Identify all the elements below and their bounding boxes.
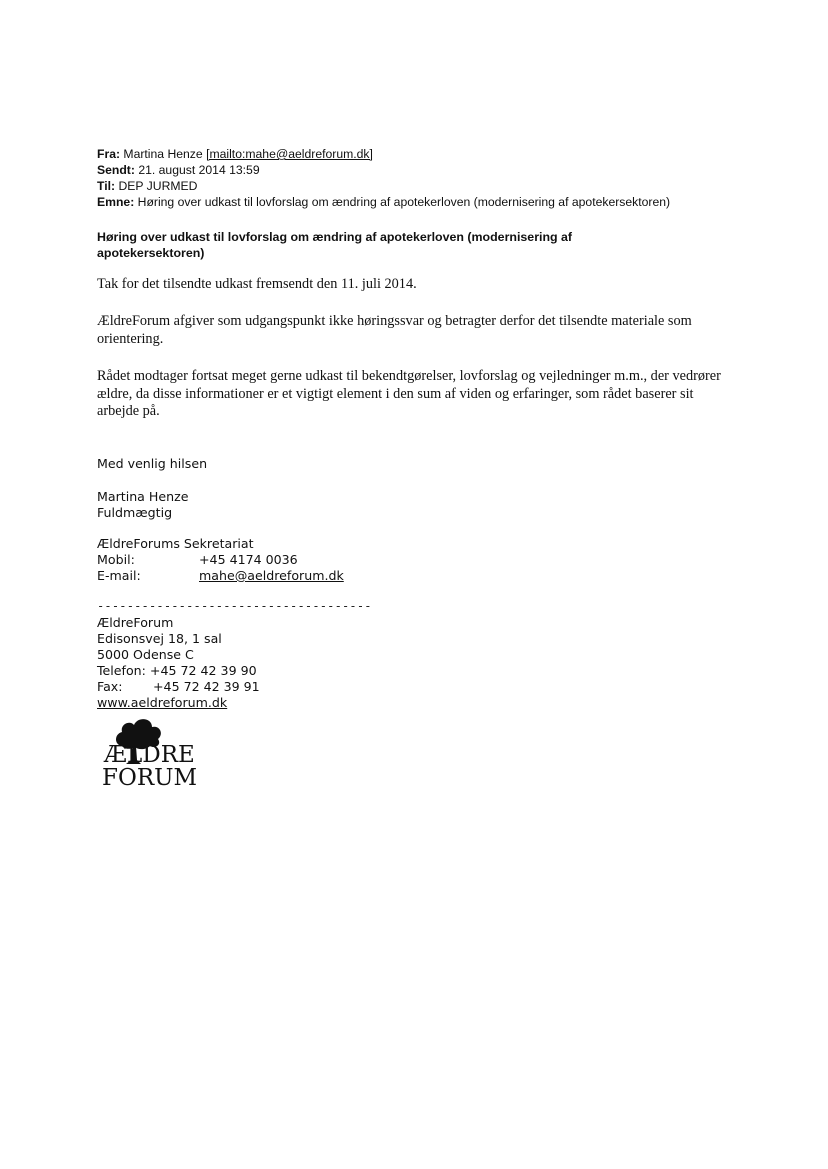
greeting: Med venlig hilsen [97,456,208,471]
sent-row [97,162,797,178]
secretariat-block [97,536,344,584]
address-street: Edisonsvej 18, 1 sal [97,631,222,646]
to-row [97,178,797,194]
fax-row [97,679,260,695]
fax-value: +45 72 42 39 91 [153,679,260,694]
org-name: ÆldreForums Sekretariat [97,536,254,551]
from-label: Fra: [97,147,121,161]
body-paragraph-2: ÆldreForum afgiver som udgangspunkt ikke høringssvar og betragter derfor det tilsendte materiale som orientering. [97,313,692,347]
address-phone: Telefon: +45 72 42 39 90 [97,663,257,678]
website-link[interactable]: www.aeldreforum.dk [97,695,228,710]
sent-label: Sendt: [97,163,135,177]
address-block [97,615,260,711]
email-row [97,568,344,584]
divider-line: ------------------------------------- [97,599,372,613]
logo-word-1: ÆLDRE [104,742,195,768]
body-paragraph-1: Tak for det tilsendte udkast fremsendt den 11. juli 2014. [97,276,417,292]
from-name: Martina Henze [123,147,203,161]
subject-label: Emne: [97,195,135,209]
email-header [97,146,797,210]
mobile-value: +45 4174 0036 [199,552,298,567]
fax-label: Fax: [97,679,123,694]
mobile-label: Mobil: [97,552,135,567]
mobile-row [97,552,344,568]
from-mailto-link[interactable]: [mailto:mahe@aeldreforum.dk] [206,147,373,161]
signer-name: Martina Henze [97,489,189,504]
address-name: ÆldreForum [97,615,174,630]
subject-row [97,194,797,210]
aeldreforum-logo [100,712,200,790]
to-value: DEP JURMED [118,179,198,193]
sent-value: 21. august 2014 13:59 [138,163,260,177]
address-city: 5000 Odense C [97,647,194,662]
body-paragraph-3: Rådet modtager fortsat meget gerne udkast til bekendtgørelser, lovforslag og vejledninger m.m., der vedrører ældre, da disse informationer er et vigtigt element i den sum af viden og erfaringer, som rådet baserer sit arbejde på. [97,368,721,420]
email-link[interactable]: mahe@aeldreforum.dk [199,568,344,583]
email-label: E-mail: [97,568,141,583]
signature-block [97,489,188,521]
signer-title: Fuldmægtig [97,505,173,520]
logo-word-2: FORUM [102,765,198,790]
subject-heading: Høring over udkast til lovforslag om ændring af apotekerloven (modernisering af apotekersektoren) [97,230,573,260]
from-row [97,146,797,162]
to-label: Til: [97,179,116,193]
subject-value: Høring over udkast til lovforslag om ændring af apotekerloven (modernisering af apotekersektoren) [137,195,671,209]
